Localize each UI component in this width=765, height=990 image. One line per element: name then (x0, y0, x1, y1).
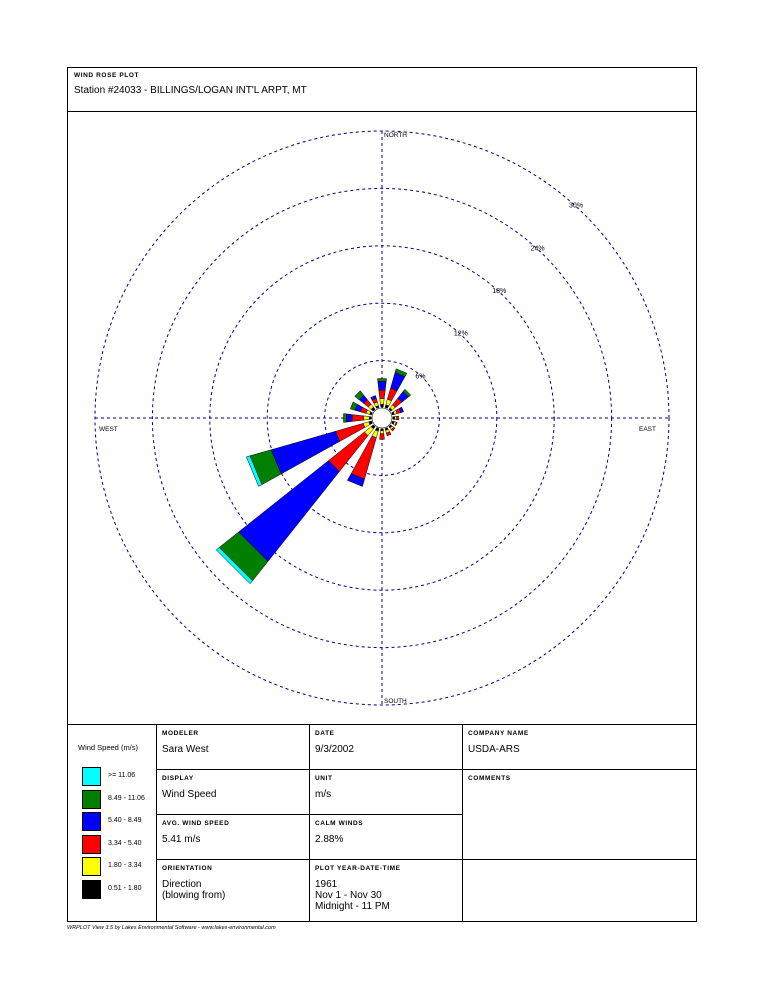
petal-segment (346, 414, 352, 422)
company-cell (463, 725, 696, 770)
direction-label-west: WEST (99, 426, 118, 433)
petal-segment (352, 415, 363, 422)
legend-swatch (82, 812, 101, 831)
date-value: 9/3/2002 (315, 744, 354, 755)
legend-swatch (82, 767, 101, 786)
legend-label: 1.80 - 3.34 (108, 862, 142, 869)
date-cell (310, 725, 463, 770)
avg-speed-label: AVG. WIND SPEED (162, 820, 230, 827)
ring-label: 6% (415, 373, 426, 381)
petal-segment (378, 379, 387, 382)
plot-year: 1961 (315, 879, 338, 890)
info-panel (68, 724, 696, 921)
avg-speed-cell (157, 815, 310, 860)
company-label: COMPANY NAME (468, 730, 529, 737)
petal-segment (397, 416, 399, 420)
legend-label: 3.34 - 5.40 (108, 839, 142, 847)
legend-title: Wind Speed (m/s) (78, 743, 139, 752)
unit-cell (310, 770, 463, 815)
comments-cell (463, 770, 696, 860)
orientation-line-1: Direction (162, 879, 202, 890)
direction-label-south: SOUTH (384, 698, 407, 705)
legend-label: 8.49 - 11.06 (108, 794, 145, 802)
petal-segment (379, 390, 385, 399)
petal-segment (239, 461, 340, 562)
petal-segment (381, 429, 384, 431)
petal-segment (380, 434, 385, 440)
calm-circle (372, 408, 392, 428)
wind-rose-chart (68, 112, 696, 724)
petal-segment (344, 414, 347, 423)
orientation-label: ORIENTATION (162, 865, 213, 872)
legend-swatch (82, 835, 101, 854)
calm-winds-label: CALM WINDS (315, 820, 364, 827)
ring-label: 24% (530, 245, 545, 253)
software-credit: WRPLOT View 3.5 by Lakes Environmental Software - www.lakes-environmental.com (67, 925, 276, 931)
display-cell (157, 770, 310, 815)
petal-segment (393, 417, 395, 420)
orientation-line-2: (blowing from) (162, 890, 226, 901)
calm-winds-cell (310, 815, 463, 860)
modeler-value: Sara West (162, 744, 209, 755)
display-label: DISPLAY (162, 775, 194, 782)
ring-label: 12% (453, 330, 468, 338)
petal-segment (380, 399, 384, 405)
plot-date-range: Nov 1 - Nov 30 (315, 890, 382, 901)
legend-box (68, 725, 157, 922)
wind-rose-report (67, 67, 697, 922)
petal-segment (364, 416, 370, 420)
calm-winds-value: 2.88% (315, 834, 344, 845)
wind-rose-plot-area (68, 112, 696, 724)
modeler-cell (157, 725, 310, 770)
ring-label: 18% (492, 288, 507, 296)
display-value: Wind Speed (162, 789, 217, 800)
direction-label-north: NORTH (384, 132, 407, 139)
modeler-label: MODELER (162, 730, 199, 737)
plot-type-label: WIND ROSE PLOT (74, 72, 140, 79)
company-value: USDA-ARS (468, 744, 520, 755)
petal-segment (395, 416, 397, 419)
direction-label-east: EAST (639, 426, 656, 433)
legend-label: 0.51 - 1.80 (108, 884, 142, 892)
comments-label: COMMENTS (468, 775, 511, 782)
plot-period-label: PLOT YEAR-DATE-TIME (315, 865, 401, 872)
unit-value: m/s (315, 789, 332, 800)
petal-segment (378, 381, 386, 390)
petal-segment (380, 404, 383, 407)
unit-label: UNIT (315, 775, 333, 782)
legend-swatch (82, 790, 101, 809)
legend-swatch (82, 857, 101, 876)
report-header (68, 68, 696, 112)
empty-cell (463, 860, 696, 922)
date-label: DATE (315, 730, 335, 737)
orientation-value (162, 879, 225, 901)
ring-label: 30% (569, 202, 584, 210)
legend-swatch (82, 880, 101, 899)
plot-time-range: Midnight - 11 PM (315, 901, 390, 912)
petal-segment (369, 417, 371, 420)
orientation-cell (157, 860, 310, 922)
avg-speed-value: 5.41 m/s (162, 834, 201, 845)
plot-period-value (315, 879, 390, 912)
legend-label: 5.40 - 8.49 (108, 817, 142, 824)
legend-label: >= 11.06 (108, 772, 136, 779)
petal-segment (380, 431, 384, 434)
plot-period-cell (310, 860, 463, 922)
station-title: Station #24033 - BILLINGS/LOGAN INT'L ARPT, MT (74, 85, 307, 96)
